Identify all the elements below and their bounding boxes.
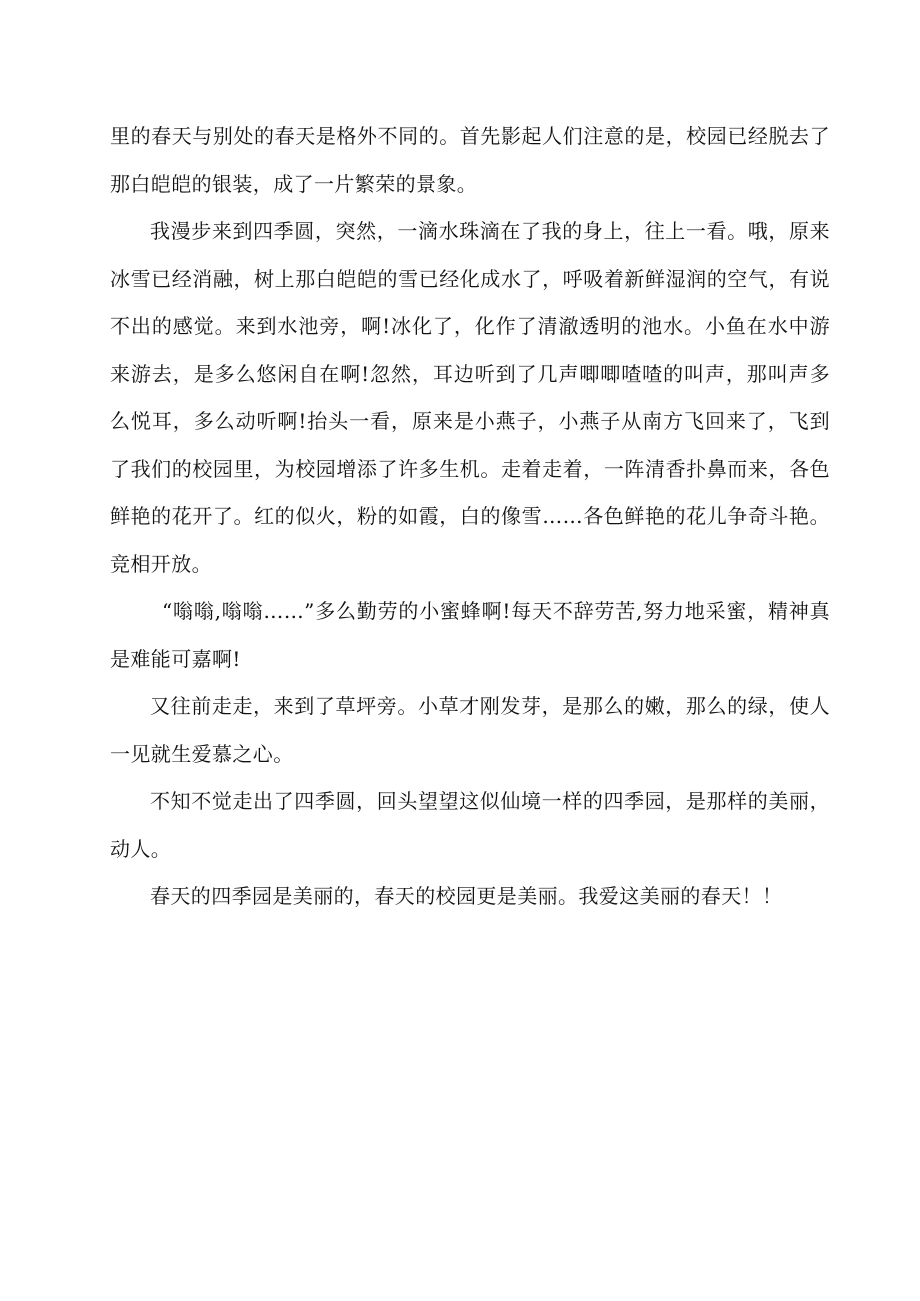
paragraph-2: 我漫步来到四季圆，突然，一滴水珠滴在了我的身上，往上一看。哦，原来冰雪已经消融，树上那白皑皑的雪已经化成水了，呼吸着新鲜湿润的空气，有说不出的感觉。来到水池旁，啊!冰化了，化作了清澈透明的池水。小鱼在水中游来游去，是多么悠闲自在啊!忽然，耳边听到了几声唧唧喳喳的叫声，那叫声多么悦耳，多么动听啊!抬头一看，原来是小燕子，小燕子从南方飞回来了，飞到了我们的校园里，为校园增添了许多生机。走着走着，一阵清香扑鼻而来，各色鲜艳的花开了。红的似火，粉的如霞，白的像雪……各色鲜艳的花儿争奇斗艳。竞相开放。 xyxy=(110,219,830,576)
paragraph-5: 不知不觉走出了四季圆，回头望望这似仙境一样的四季园，是那样的美丽，动人。 xyxy=(110,789,830,861)
paragraph-6: 春天的四季园是美丽的，春天的校园更是美丽。我爱这美丽的春天！！ xyxy=(150,884,783,908)
document-body xyxy=(110,113,830,921)
paragraph-3: “嗡嗡,嗡嗡……”多么勤劳的小蜜蜂啊!每天不辞劳苦,努力地采蜜，精神真是难能可嘉啊! xyxy=(110,599,830,671)
paragraph-4: 又往前走走，来到了草坪旁。小草才刚发芽，是那么的嫩，那么的绿，使人一见就生爱慕之心。 xyxy=(110,694,830,766)
paragraph-1: 里的春天与别处的春天是格外不同的。首先影起人们注意的是，校园已经脱去了那白皑皑的银装，成了一片繁荣的景象。 xyxy=(110,124,830,196)
